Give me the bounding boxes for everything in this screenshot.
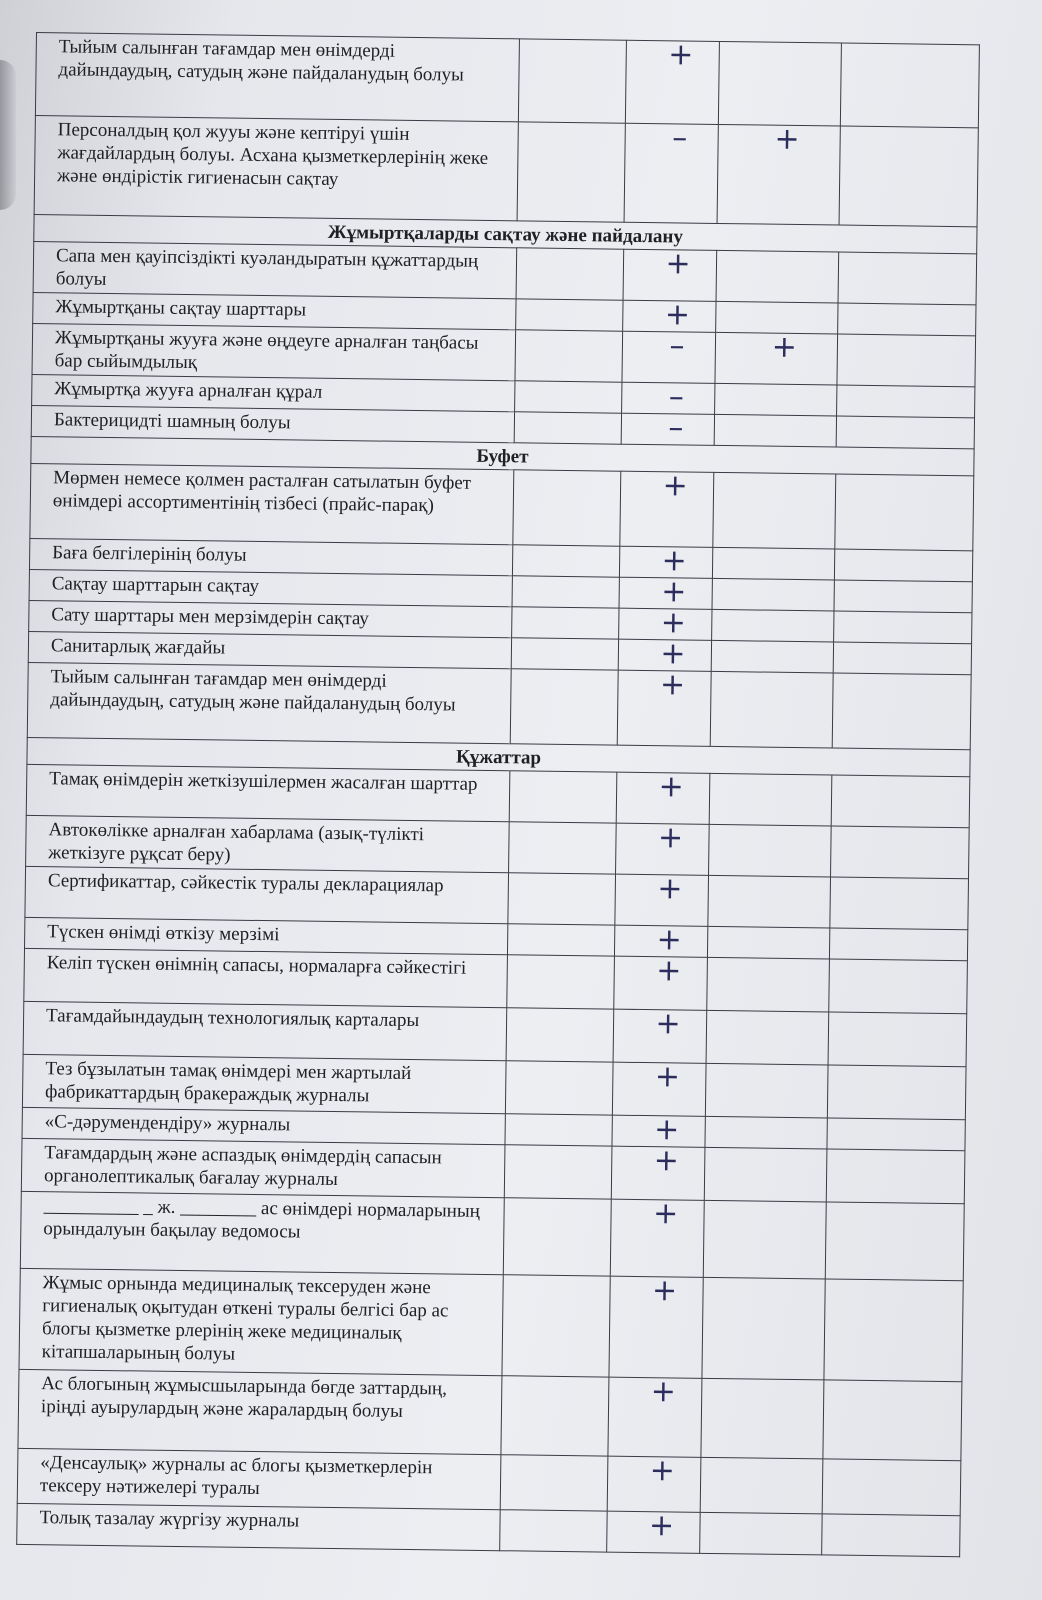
handwritten-mark: + (665, 246, 691, 282)
handwritten-mark-cell (611, 1143, 705, 1200)
empty-cell (840, 43, 979, 128)
checklist-row (27, 662, 971, 749)
handwritten-mark-cell (609, 1273, 703, 1378)
criterion-text: Түскен өнімді өткізу мерзімі (25, 917, 508, 954)
handwritten-mark: + (652, 1196, 679, 1232)
empty-cell (832, 673, 971, 750)
empty-cell (512, 545, 620, 577)
empty-cell (500, 1510, 608, 1552)
empty-cell (836, 416, 975, 449)
handwritten-mark-cell (712, 578, 834, 611)
criterion-text: «Денсаулық» журналы ас блогы қызметкерлерін тексеру нәтижелері туралы (17, 1448, 501, 1509)
handwritten-mark-cell (700, 1457, 822, 1514)
handwritten-mark: + (774, 121, 800, 158)
handwritten-mark-cell (711, 640, 833, 673)
criterion-text: Тағамдайындаудың технологиялық карталары (23, 1001, 506, 1060)
handwritten-mark: + (660, 605, 687, 641)
empty-cell (504, 1145, 612, 1199)
handwritten-mark-cell (616, 820, 710, 875)
criterion-text: Тамақ өнімдерін жеткізушілермен жасалған шарттар (26, 764, 509, 821)
handwritten-mark-cell (607, 1453, 701, 1512)
handwritten-mark-cell (705, 1063, 827, 1118)
criterion-text: Келіп түскен өнімнің сапасы, нормаларға сәйкестігі (24, 948, 507, 1007)
handwritten-mark: + (655, 1006, 681, 1042)
handwritten-mark-cell (715, 329, 837, 385)
handwritten-mark: + (650, 1374, 677, 1410)
empty-cell (512, 576, 620, 608)
empty-cell (518, 39, 626, 123)
checklist-row (30, 463, 974, 550)
criterion-text: Жұмыртқаны сақтау шарттары (33, 292, 516, 329)
checklist-row (19, 1268, 963, 1381)
section-heading: Буфет (31, 436, 974, 475)
handwritten-mark: + (771, 329, 798, 365)
handwritten-mark-cell (614, 953, 708, 1010)
handwritten-mark-cell (708, 875, 830, 928)
empty-cell (514, 381, 622, 413)
empty-cell (823, 1380, 962, 1461)
handwritten-mark-cell (709, 773, 831, 826)
handwritten-mark-cell (621, 410, 714, 446)
handwritten-mark: + (660, 574, 687, 610)
handwritten-mark: + (653, 1112, 680, 1148)
handwritten-mark: + (649, 1453, 676, 1489)
handwritten-mark: + (659, 667, 686, 703)
handwritten-mark: – (672, 120, 688, 156)
handwritten-mark: + (662, 468, 688, 504)
criterion-text: Толық тазалау жүргізу журналы (17, 1503, 500, 1550)
criterion-text: Бактерицидті шамның болуы (31, 405, 514, 442)
handwritten-mark-cell (607, 1508, 700, 1553)
checklist-row (18, 1369, 962, 1460)
empty-cell (515, 330, 623, 382)
handwritten-mark-cell (712, 547, 834, 580)
criterion-text: Жұмыртқаны жууға және өңдеуге арналған таңбасы бар сыйымдылық (32, 323, 515, 380)
handwritten-mark-cell (622, 328, 716, 383)
handwritten-mark-cell (702, 1277, 825, 1380)
criterion-text: Ас блогының жұмысшыларында бөгде заттардың, іріңді ауырулардың және жаралардың болуы (18, 1369, 502, 1454)
handwritten-mark: + (656, 953, 682, 989)
handwritten-mark: + (648, 1508, 675, 1544)
criterion-text: Тез бұзылатын тамақ өнімдері мен жартылай фабрикаттардың бракераждық журналы (22, 1054, 505, 1113)
handwritten-mark: + (653, 1143, 680, 1179)
empty-cell (821, 1514, 960, 1557)
handwritten-mark: + (657, 871, 683, 907)
empty-cell (515, 299, 623, 331)
section-heading: Құжаттар (27, 737, 970, 776)
empty-cell (825, 1202, 964, 1281)
empty-cell (509, 771, 617, 823)
paper-edge-shadow (0, 60, 16, 210)
handwritten-mark-cell (703, 1200, 826, 1279)
handwritten-mark-cell (709, 824, 831, 877)
criterion-text: __________ _ ж. ________ ас өнімдері нормаларының орындалуын бақылау ведомосы (20, 1191, 504, 1274)
criterion-text: Сақтау шарттарын сақтау (29, 569, 512, 606)
handwritten-mark: + (664, 297, 691, 333)
empty-cell (510, 669, 618, 745)
empty-cell (828, 959, 967, 1014)
inspection-checklist-table (16, 32, 980, 1557)
handwritten-mark: + (660, 636, 686, 672)
empty-cell (511, 607, 619, 639)
handwritten-mark-cell (608, 1374, 702, 1457)
criterion-text: «С-дәрумендендіру» журналы (22, 1107, 505, 1144)
empty-cell (511, 638, 619, 670)
empty-cell (508, 873, 616, 925)
criterion-text: Мөрмен немесе қолмен расталған сатылатын буфет өнімдері ассортиментінің тізбесі (прайс-парақ) (30, 463, 514, 544)
criterion-text: Жұмыртқа жууға арналған құрал (32, 374, 515, 411)
handwritten-mark: + (657, 820, 684, 856)
empty-cell (836, 385, 975, 418)
empty-cell (833, 642, 972, 675)
handwritten-mark-cell (613, 1059, 707, 1116)
criterion-text: Тыйым салынған тағамдар мен өнімдерді дайындаудың, сатудың және пайдаланудың болуы (35, 33, 519, 122)
empty-cell (824, 1279, 964, 1382)
criterion-text: Жұмыс орнында медициналық тексеруден және гигиеналық оқытудан өткені туралы белгісі бар ас блогы қызметке рлерінің жеке медициналық кітапшаларының болуы (19, 1268, 503, 1375)
handwritten-mark: + (658, 769, 685, 805)
empty-cell (828, 1012, 967, 1067)
handwritten-mark-cell (617, 667, 711, 746)
empty-cell (838, 252, 977, 305)
handwritten-mark-cell (624, 120, 718, 223)
handwritten-mark-cell (716, 250, 838, 303)
handwritten-mark: + (651, 1273, 678, 1309)
checklist-row (34, 115, 978, 226)
handwritten-mark-cell (705, 1116, 827, 1149)
empty-cell (827, 1065, 966, 1120)
criterion-text: Сапа мен қауіпсіздікті куәландыратын құжаттардың болуы (33, 241, 516, 298)
handwritten-mark-cell (701, 1378, 824, 1459)
handwritten-mark-cell (610, 1196, 704, 1277)
empty-cell (835, 474, 974, 551)
criterion-text: Санитарлық жағдайы (28, 631, 511, 668)
handwritten-mark-cell (714, 414, 836, 447)
empty-cell (503, 1198, 611, 1276)
handwritten-mark-cell (710, 671, 833, 748)
empty-cell (501, 1376, 609, 1456)
empty-cell (822, 1459, 961, 1516)
handwritten-mark: – (669, 328, 685, 364)
handwritten-mark-cell (625, 37, 719, 124)
handwritten-mark-cell (717, 121, 840, 225)
handwritten-mark-cell (715, 383, 837, 416)
handwritten-mark: + (661, 543, 687, 579)
checklist-row (20, 1191, 964, 1280)
empty-cell (505, 1061, 613, 1115)
empty-cell (830, 877, 969, 930)
empty-cell (833, 611, 972, 644)
empty-cell (516, 248, 624, 300)
criterion-text: Персоналдың қол жууы және кептіруі үшін жағдайлардың болуы. Асхана қызметкерлерінің жеке және өндірістік гигиенасын сақтау (34, 115, 518, 220)
handwritten-mark: + (654, 1059, 681, 1095)
criterion-text: Автокөлікке арналған хабарлама (азық-түлікті жеткізуге рұқсат беру) (26, 815, 509, 872)
checklist-row (35, 33, 979, 128)
criterion-text: Тағамдардың және аспаздық өнімдердің сапасын органолептикалық бағалау журналы (21, 1138, 504, 1197)
handwritten-mark-cell (713, 472, 836, 549)
empty-cell (829, 928, 968, 961)
empty-cell (505, 1114, 613, 1146)
handwritten-mark-cell (615, 871, 709, 926)
criterion-text: Баға белгілерінің болуы (29, 538, 512, 575)
empty-cell (508, 822, 616, 874)
empty-cell (506, 1008, 614, 1062)
handwritten-mark-cell (700, 1512, 822, 1555)
handwritten-mark: – (668, 410, 684, 446)
criterion-text: Сату шарттары мен мерзімдерін сақтау (29, 600, 512, 637)
handwritten-mark: + (656, 922, 683, 958)
handwritten-mark: – (668, 379, 685, 415)
handwritten-mark-cell (623, 246, 717, 301)
empty-cell (502, 1275, 611, 1377)
empty-cell (517, 122, 626, 222)
empty-cell (834, 580, 973, 613)
empty-cell (827, 1118, 966, 1151)
empty-cell (830, 826, 969, 879)
empty-cell (513, 470, 621, 546)
criterion-text: Сертификаттар, сәйкестік туралы декларациялар (25, 866, 508, 923)
handwritten-mark-cell (707, 926, 829, 959)
handwritten-mark-cell (706, 1010, 828, 1065)
handwritten-mark-cell (613, 1006, 707, 1063)
empty-cell (831, 775, 970, 828)
empty-cell (837, 334, 976, 387)
section-heading: Жұмыртқаларды сақтау және пайдалану (34, 214, 977, 253)
handwritten-mark-cell (616, 769, 710, 824)
empty-cell (507, 955, 615, 1009)
criterion-text: Тыйым салынған тағамдар мен өнімдерді дайындаудың, сатудың және пайдаланудың болуы (27, 662, 511, 743)
handwritten-mark-cell (712, 609, 834, 642)
empty-cell (839, 126, 979, 227)
handwritten-mark-cell (707, 957, 829, 1012)
handwritten-mark: + (668, 37, 694, 73)
handwritten-mark-cell (704, 1147, 826, 1202)
empty-cell (834, 549, 973, 582)
empty-cell (500, 1455, 608, 1511)
handwritten-mark-cell (620, 468, 714, 547)
empty-cell (514, 412, 622, 444)
handwritten-mark-cell (718, 41, 841, 126)
empty-cell (837, 303, 976, 336)
empty-cell (507, 924, 615, 956)
empty-cell (826, 1149, 965, 1204)
